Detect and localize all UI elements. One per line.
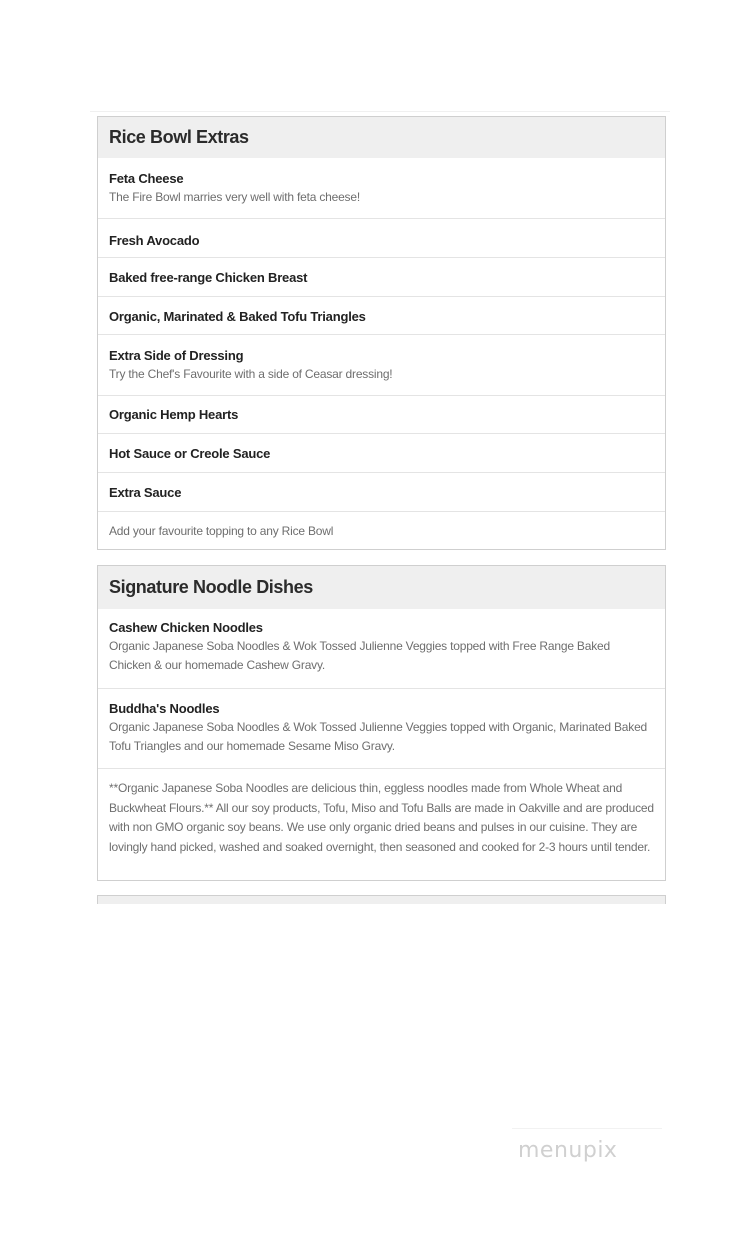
rice-bowl-extras-panel bbox=[97, 116, 666, 550]
item-name: Extra Side of Dressing bbox=[109, 348, 244, 363]
menu-item-feta-cheese bbox=[98, 158, 665, 219]
item-name: Fresh Avocado bbox=[109, 233, 200, 248]
item-name: Organic, Marinated & Baked Tofu Triangles bbox=[109, 309, 366, 324]
signature-noodle-dishes-panel bbox=[97, 565, 666, 881]
item-name: Hot Sauce or Creole Sauce bbox=[109, 446, 271, 461]
next-section-header bbox=[98, 896, 665, 904]
menu-item-fresh-avocado bbox=[98, 219, 665, 258]
item-name: Cashew Chicken Noodles bbox=[109, 620, 263, 635]
menu-item-cashew-chicken-noodles bbox=[98, 609, 665, 689]
menu-item-hemp-hearts bbox=[98, 396, 665, 434]
item-description: Try the Chef's Favourite with a side of Ceasar dressing! bbox=[109, 367, 393, 381]
rice-bowl-note: Add your favourite topping to any Rice Bowl bbox=[109, 524, 334, 538]
menupix-watermark: menupix bbox=[518, 1138, 618, 1163]
next-section-panel bbox=[97, 895, 666, 904]
top-divider bbox=[90, 111, 670, 112]
item-description: The Fire Bowl marries very well with feta cheese! bbox=[109, 190, 360, 204]
item-description: Organic Japanese Soba Noodles & Wok Tossed Julienne Veggies topped with Organic, Marinated Baked Tofu Triangles and our homemade Sesame Miso Gravy. bbox=[109, 720, 648, 753]
watermark-divider bbox=[512, 1128, 662, 1129]
item-name: Extra Sauce bbox=[109, 485, 182, 500]
item-description: Organic Japanese Soba Noodles & Wok Tossed Julienne Veggies topped with Free Range Baked Chicken & our homemade Cashew Gravy. bbox=[109, 639, 610, 672]
item-name: Baked free-range Chicken Breast bbox=[109, 270, 308, 285]
menu-item-hot-sauce bbox=[98, 434, 665, 473]
item-name: Organic Hemp Hearts bbox=[109, 407, 239, 422]
menu-item-tofu-triangles bbox=[98, 297, 665, 335]
signature-noodle-dishes-title: Signature Noodle Dishes bbox=[98, 566, 665, 609]
rice-bowl-extras-title: Rice Bowl Extras bbox=[98, 117, 665, 158]
item-name: Buddha's Noodles bbox=[109, 701, 220, 716]
menu-item-chicken-breast bbox=[98, 258, 665, 297]
menu-item-extra-dressing bbox=[98, 335, 665, 396]
menu-item-buddhas-noodles bbox=[98, 689, 665, 769]
menu-item-extra-sauce bbox=[98, 473, 665, 512]
item-name: Feta Cheese bbox=[109, 171, 184, 186]
soba-noodles-note: **Organic Japanese Soba Noodles are delicious thin, eggless noodles made from Whole Wheat and Buckwheat Flours.** All our soy products, Tofu, Miso and Tofu Balls are made in Oakville and are produced with non GMO organic soy beans. We use only organic dried beans and pulses in our cuisine. They are lovingly hand picked, washed and soaked overnight, then seasoned and cooked for 2-3 hours until tender. bbox=[109, 781, 654, 854]
